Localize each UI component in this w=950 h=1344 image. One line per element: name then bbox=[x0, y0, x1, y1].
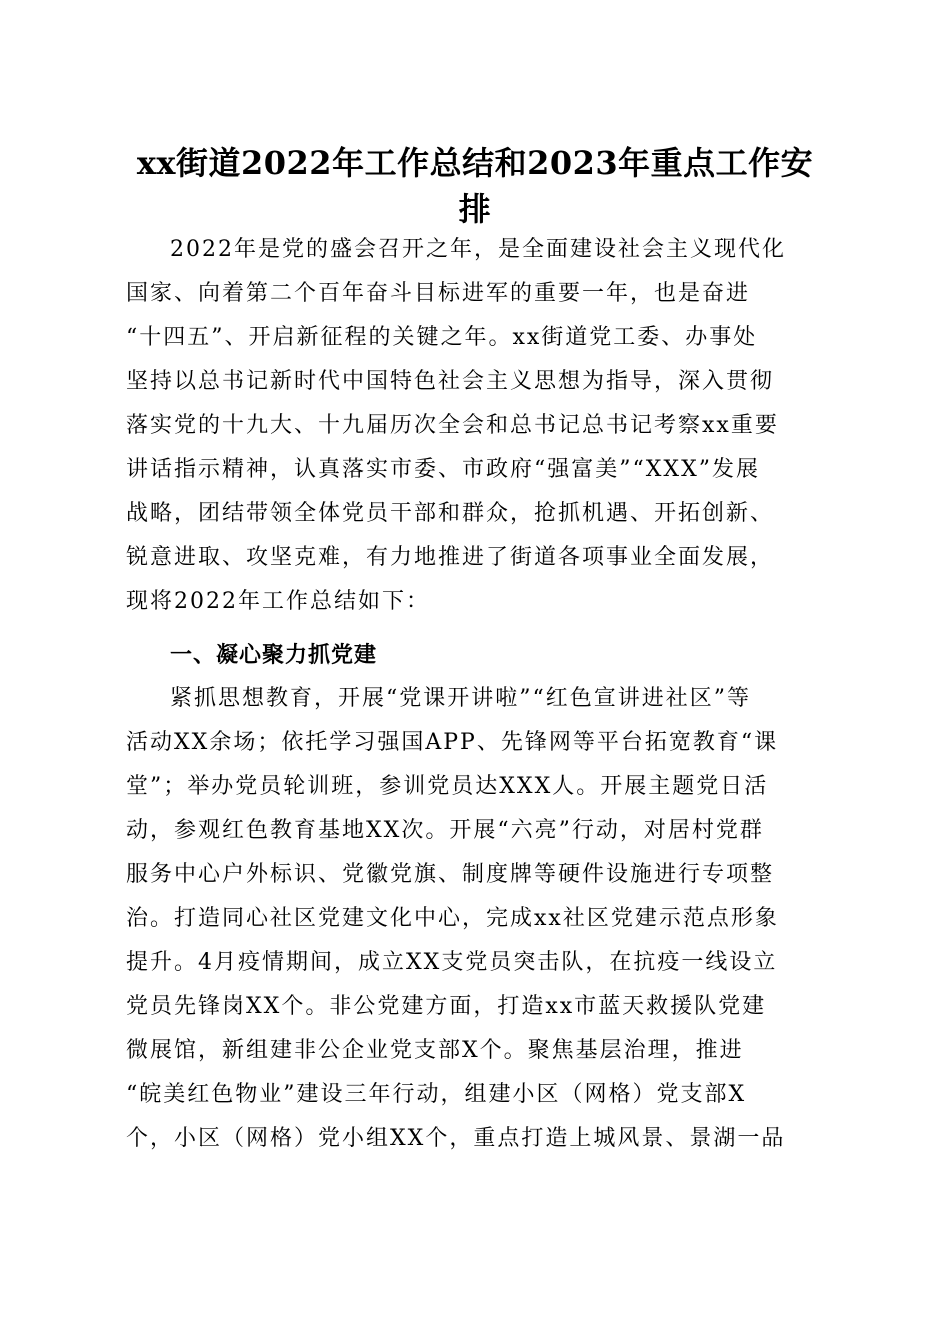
paragraph-line: 紧抓思想教育，开展“党课开讲啦”“红色宣讲进社区”等 bbox=[170, 686, 751, 711]
paragraph-line: 锐意进取、攻坚克难，有力地推进了街道各项事业全面发展， bbox=[126, 545, 775, 570]
paragraph-line: 战略，团结带领全体党员干部和群众，抢抓机遇、开拓创新、 bbox=[126, 501, 775, 526]
paragraph-line: 堂”；举办党员轮训班，参训党员达XXX人。开展主题党日活 bbox=[126, 774, 769, 799]
paragraph-line: “皖美红色物业”建设三年行动，组建小区（网格）党支部X bbox=[126, 1082, 747, 1107]
paragraph-line: 坚持以总书记新时代中国特色社会主义思想为指导，深入贯彻 bbox=[126, 369, 775, 394]
paragraph-line: 提升。4月疫情期间，成立XX支党员突击队，在抗疫一线设立 bbox=[126, 950, 778, 975]
intro-paragraph bbox=[126, 228, 826, 624]
paragraph-line: 讲话指示精神，认真落实市委、市政府“强富美”“XXX”发展 bbox=[126, 457, 760, 482]
document-title bbox=[100, 140, 850, 232]
paragraph-line: “十四五”、开启新征程的关键之年。xx街道党工委、办事处 bbox=[126, 325, 758, 350]
paragraph-line: 治。打造同心社区党建文化中心，完成xx社区党建示范点形象 bbox=[126, 906, 779, 931]
paragraph-line: 活动XX余场；依托学习强国APP、先锋网等平台拓宽教育“课 bbox=[126, 730, 779, 755]
paragraph-line: 动，参观红色教育基地XX次。开展“六亮”行动，对居村党群 bbox=[126, 818, 764, 843]
paragraph-line: 现将2022年工作总结如下： bbox=[126, 589, 430, 614]
title-line-1: xx街道2022年工作总结和2023年重点工作安 bbox=[136, 144, 814, 182]
title-line-2: 排 bbox=[458, 190, 492, 228]
paragraph-line: 微展馆，新组建非公企业党支部X个。聚焦基层治理，推进 bbox=[126, 1038, 744, 1063]
paragraph-line: 个，小区（网格）党小组XX个，重点打造上城风景、景湖一品 bbox=[126, 1126, 786, 1151]
paragraph-line: 落实党的十九大、十九届历次全会和总书记总书记考察xx重要 bbox=[126, 413, 779, 438]
section-paragraph bbox=[126, 677, 826, 1161]
paragraph-line: 党员先锋岗XX个。非公党建方面，打造xx市蓝天救援队党建 bbox=[126, 994, 767, 1019]
paragraph-line: 服务中心户外标识、党徽党旗、制度牌等硬件设施进行专项整 bbox=[126, 862, 775, 887]
paragraph-line: 2022年是党的盛会召开之年，是全面建设社会主义现代化 bbox=[170, 237, 786, 262]
paragraph-line: 国家、向着第二个百年奋斗目标进军的重要一年，也是奋进 bbox=[126, 281, 751, 306]
section-heading: 一、凝心聚力抓党建 bbox=[170, 643, 378, 668]
